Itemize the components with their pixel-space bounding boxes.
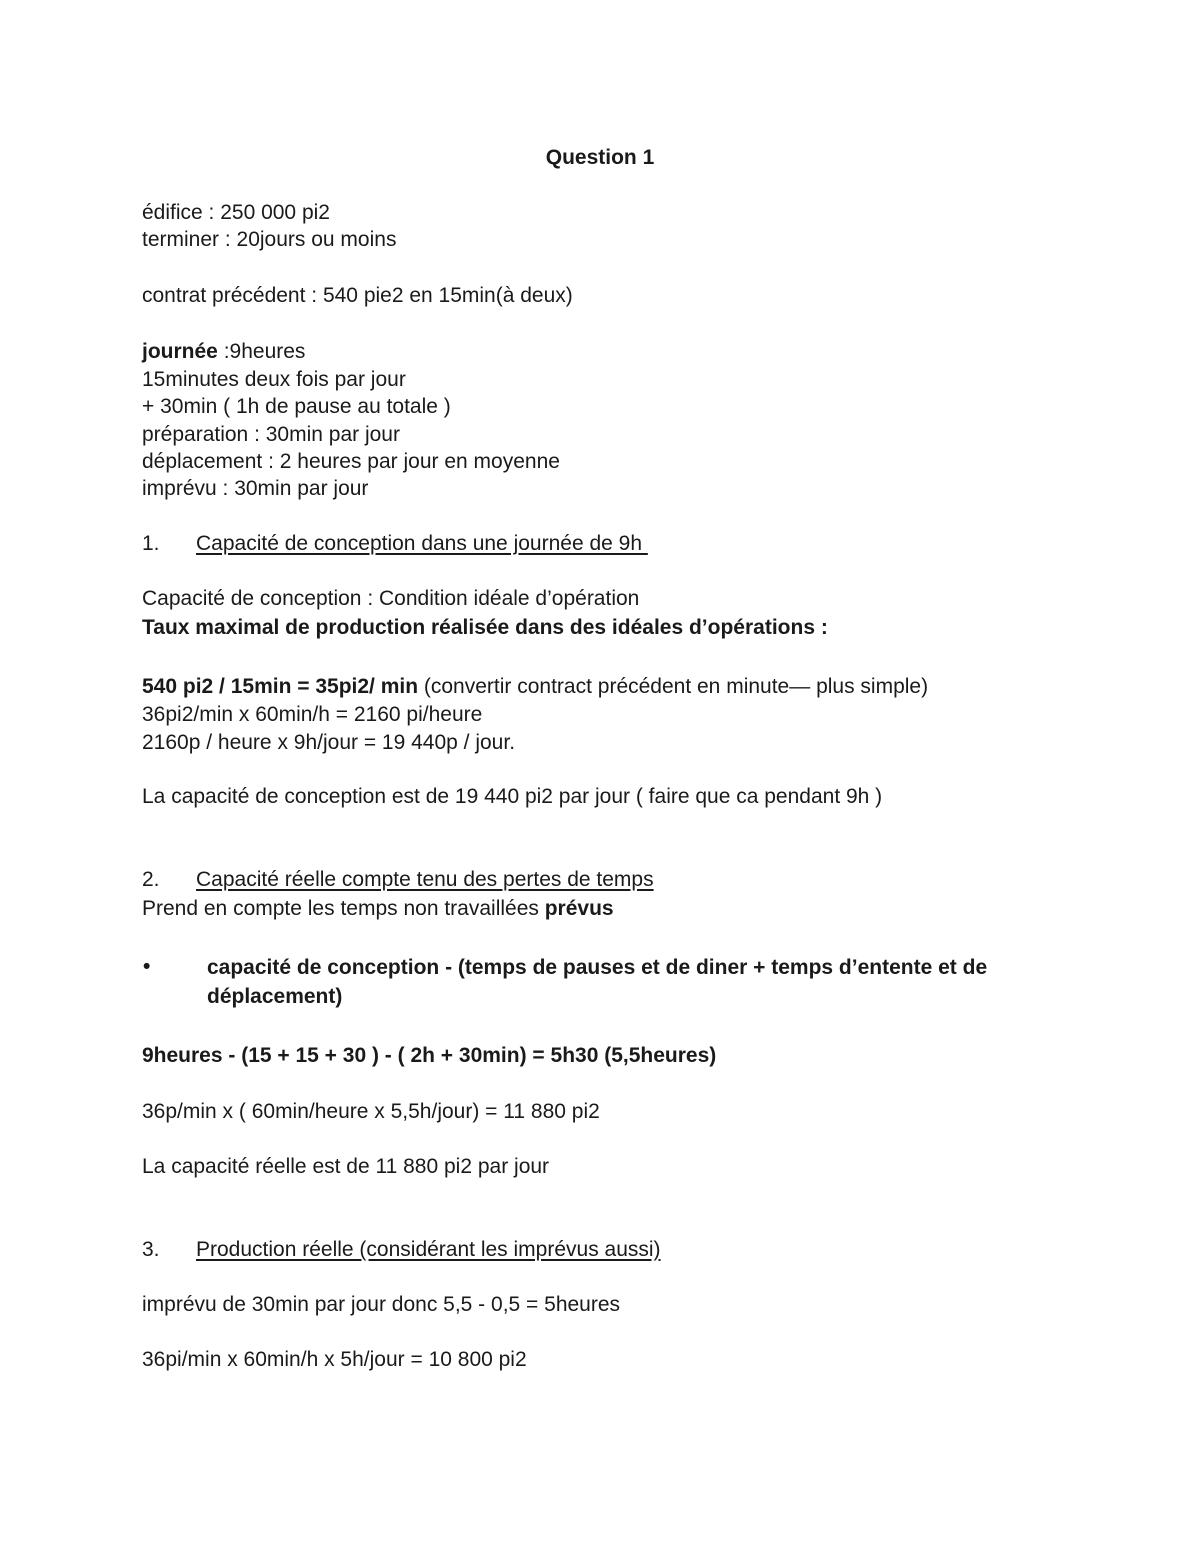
section-2-calc-2: 36p/min x ( 60min/heure x 5,5h/jour) = 11 880 pi2: [142, 1100, 600, 1123]
contrat-line: contrat précédent : 540 pie2 en 15min(à deux): [142, 284, 573, 307]
section-2-bullet-text: capacité de conception - (temps de pauses et de diner + temps d’entente et de déplacement): [207, 956, 988, 1008]
section-1-calc-1-bold: 540 pi2 / 15min = 35pi2/ min: [142, 675, 419, 698]
section-1-number: 1.: [142, 532, 160, 555]
section-1-calc-1-rest: (convertir contract précédent en minute— plus simple): [418, 675, 929, 698]
section-2-note-plain: Prend en compte les temps non travaillées: [142, 897, 545, 920]
section-2-calc-1: 9heures - (15 + 15 + 30 ) - ( 2h + 30min) = 5h30 (5,5heures): [142, 1044, 717, 1067]
section-1-bold-line: Taux maximal de production réalisée dans des idéales d’opérations :: [142, 616, 828, 639]
section-1-calc-1: [142, 673, 928, 701]
section-2-conclusion: La capacité réelle est de 11 880 pi2 par jour: [142, 1155, 550, 1178]
journee-label: journée: [142, 340, 218, 363]
journee-detail-line: déplacement : 2 heures par jour en moyenne: [142, 450, 560, 473]
bullet-icon: •: [143, 955, 151, 978]
section-2-note-bold: prévus: [544, 897, 614, 920]
section-1-conclusion: La capacité de conception est de 19 440 pi2 par jour ( faire que ca pendant 9h ): [142, 785, 883, 808]
section-2-heading: Capacité réelle compte tenu des pertes de temps: [196, 868, 654, 891]
section-3-calc-2: 36pi/min x 60min/h x 5h/jour = 10 800 pi2: [142, 1348, 527, 1371]
section-1-heading: Capacité de conception dans une journée de 9h: [196, 532, 648, 555]
section-3-calc-1: imprévu de 30min par jour donc 5,5 - 0,5 = 5heures: [142, 1293, 621, 1316]
terminer-line: terminer : 20jours ou moins: [142, 228, 397, 251]
section-1-calc-3: 2160p / heure x 9h/jour = 19 440p / jour.: [142, 731, 516, 754]
section-2-number: 2.: [142, 868, 160, 891]
journee-detail-line: 15minutes deux fois par jour: [142, 368, 406, 391]
journee-detail-line: imprévu : 30min par jour: [142, 477, 369, 500]
journee-value: :9heures: [217, 340, 306, 363]
section-3-heading: Production réelle (considérant les imprévus aussi): [196, 1238, 661, 1261]
journee-detail-line: + 30min ( 1h de pause au totale ): [142, 395, 451, 418]
section-1-calc-2: 36pi2/min x 60min/h = 2160 pi/heure: [142, 703, 483, 726]
section-2-note: [142, 895, 614, 923]
page-title: Question 1: [545, 146, 655, 169]
edifice-line: édifice : 250 000 pi2: [142, 201, 330, 224]
journee-line: [142, 338, 305, 366]
section-1-definition: Capacité de conception : Condition idéale d’opération: [142, 587, 640, 610]
section-3-number: 3.: [142, 1238, 160, 1261]
journee-detail-line: préparation : 30min par jour: [142, 423, 400, 446]
